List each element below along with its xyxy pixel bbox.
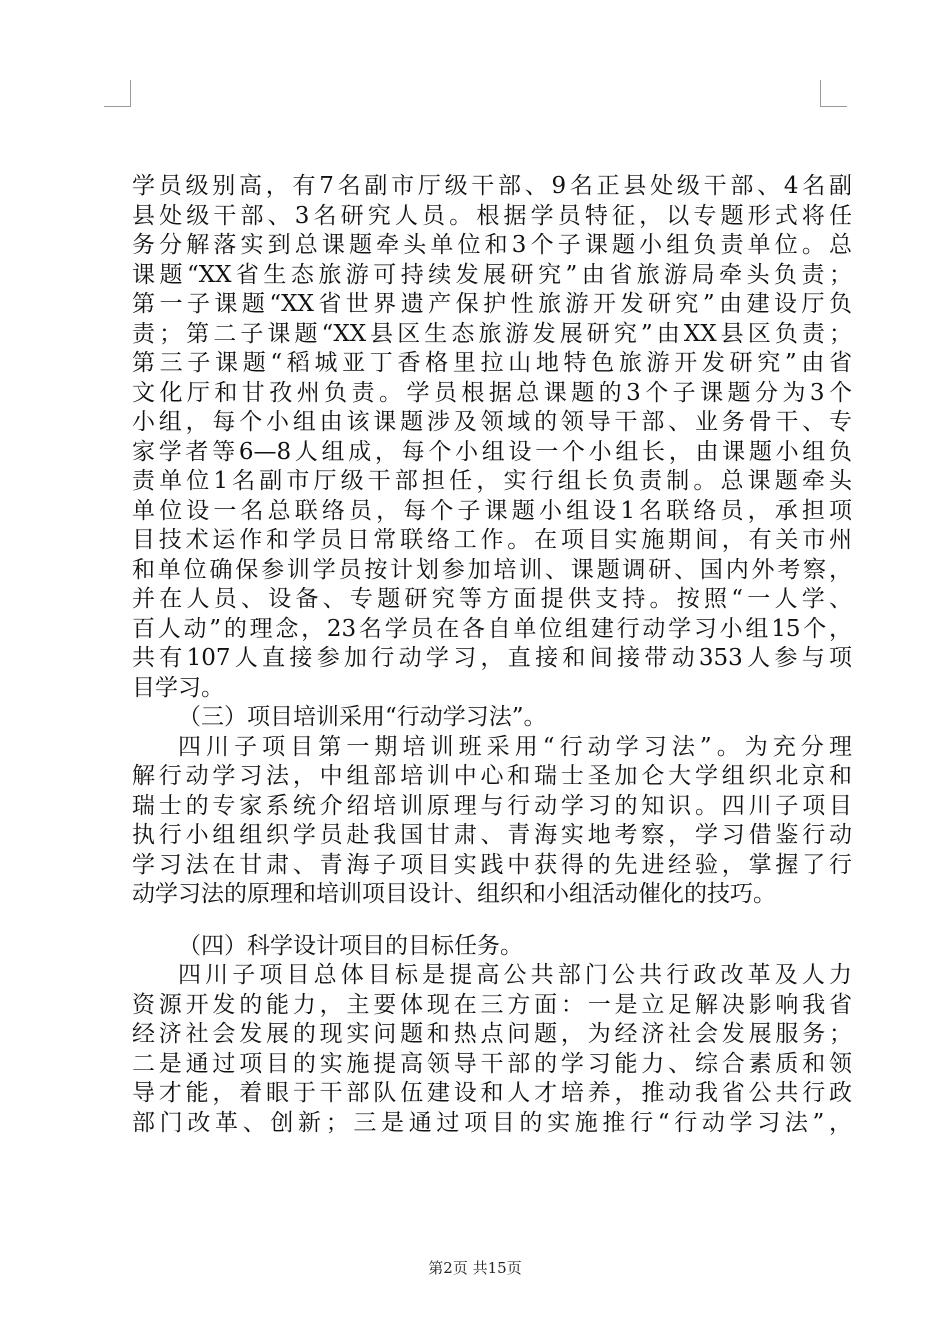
paragraph-line: 目技术运作和学员日常联络工作。在项目实施期间，有关市州 [132, 527, 852, 553]
paragraph-line: 经济社会发展的现实问题和热点问题，为经济社会发展服务； [132, 1021, 852, 1047]
page-number-footer: 第2页 共15页 [428, 1259, 522, 1277]
paragraph-spacer [132, 910, 852, 932]
paragraph-line: 解行动学习法，中组部培训中心和瑞士圣加仑大学组织北京和 [132, 763, 852, 789]
paragraph-line: 部门改革、创新；三是通过项目的实施推行“行动学习法”， [132, 1109, 852, 1136]
paragraph-line: 共有107人直接参加行动学习，直接和间接带动353人参与项 [132, 645, 852, 671]
paragraph-line: 百人动”的理念，23名学员在各自单位组建行动学习小组15个， [132, 615, 852, 642]
paragraph-line: 二是通过项目的实施提高领导干部的学习能力、综合素质和领 [132, 1050, 852, 1077]
paragraph-line: 务分解落实到总课题牵头单位和3个子课题小组负责单位。总 [132, 232, 852, 258]
paragraph-line: 学员级别高，有7名副市厅级干部、9名正县处级干部、4名副 [132, 173, 852, 199]
paragraph-line: 四川子项目第一期培训班采用“行动学习法”。为充分理 [178, 733, 852, 760]
paragraph-line: 并在人员、设备、专题研究等方面提供支持。按照“一人学、 [132, 586, 852, 612]
paragraph-line: 第三子课题“稻城亚丁香格里拉山地特色旅游开发研究”由省 [132, 350, 852, 376]
paragraph-line: 动学习法的原理和培训项目设计、组织和小组活动催化的技巧。 [132, 881, 776, 907]
paragraph-line: 责单位1名副市厅级干部担任，实行组长负责制。总课题牵头 [132, 468, 852, 494]
paragraph-line: 导才能，着眼于干部队伍建设和人才培养，推动我省公共行政 [132, 1080, 852, 1106]
paragraph-line: 责；第二子课题“XX县区生态旅游发展研究”由XX县区负责； [132, 320, 852, 347]
paragraph-line: 县处级干部、3名研究人员。根据学员特征，以专题形式将任 [132, 202, 852, 229]
paragraph-line: 执行小组组织学员赴我国甘肃、青海实地考察，学习借鉴行动 [132, 822, 852, 848]
margin-corner-mark-right [820, 80, 847, 107]
paragraph-line: 文化厅和甘孜州负责。学员根据总课题的3个子课题分为3个 [132, 379, 852, 406]
document-body [132, 172, 852, 1138]
paragraph-line: 小组，每个小组由该课题涉及领域的领导干部、业务骨干、专 [132, 409, 852, 435]
paragraph-line: 课题“XX省生态旅游可持续发展研究”由省旅游局牵头负责； [132, 261, 852, 288]
section-heading: （三）项目培训采用“行动学习法”。 [178, 704, 547, 730]
paragraph-line: 四川子项目总体目标是提高公共部门公共行政改革及人力 [178, 962, 852, 988]
paragraph-line: 资源开发的能力，主要体现在三方面：一是立足解决影响我省 [132, 991, 852, 1018]
margin-corner-mark-left [104, 80, 131, 107]
section-heading: （四）科学设计项目的目标任务。 [178, 932, 523, 959]
paragraph-line: 第一子课题“XX省世界遗产保护性旅游开发研究”由建设厅负 [132, 291, 852, 317]
paragraph-line: 目学习。 [132, 674, 224, 701]
paragraph-line: 和单位确保参训学员按计划参加培训、课题调研、国内外考察， [132, 556, 852, 583]
paragraph-line: 家学者等6—8人组成，每个小组设一个小组长，由课题小组负 [132, 438, 852, 465]
paragraph-line: 学习法在甘肃、青海子项目实践中获得的先进经验，掌握了行 [132, 851, 852, 878]
paragraph-line: 单位设一名总联络员，每个子课题小组设1名联络员，承担项 [132, 497, 852, 524]
paragraph-line: 瑞士的专家系统介绍培训原理与行动学习的知识。四川子项目 [132, 792, 852, 819]
